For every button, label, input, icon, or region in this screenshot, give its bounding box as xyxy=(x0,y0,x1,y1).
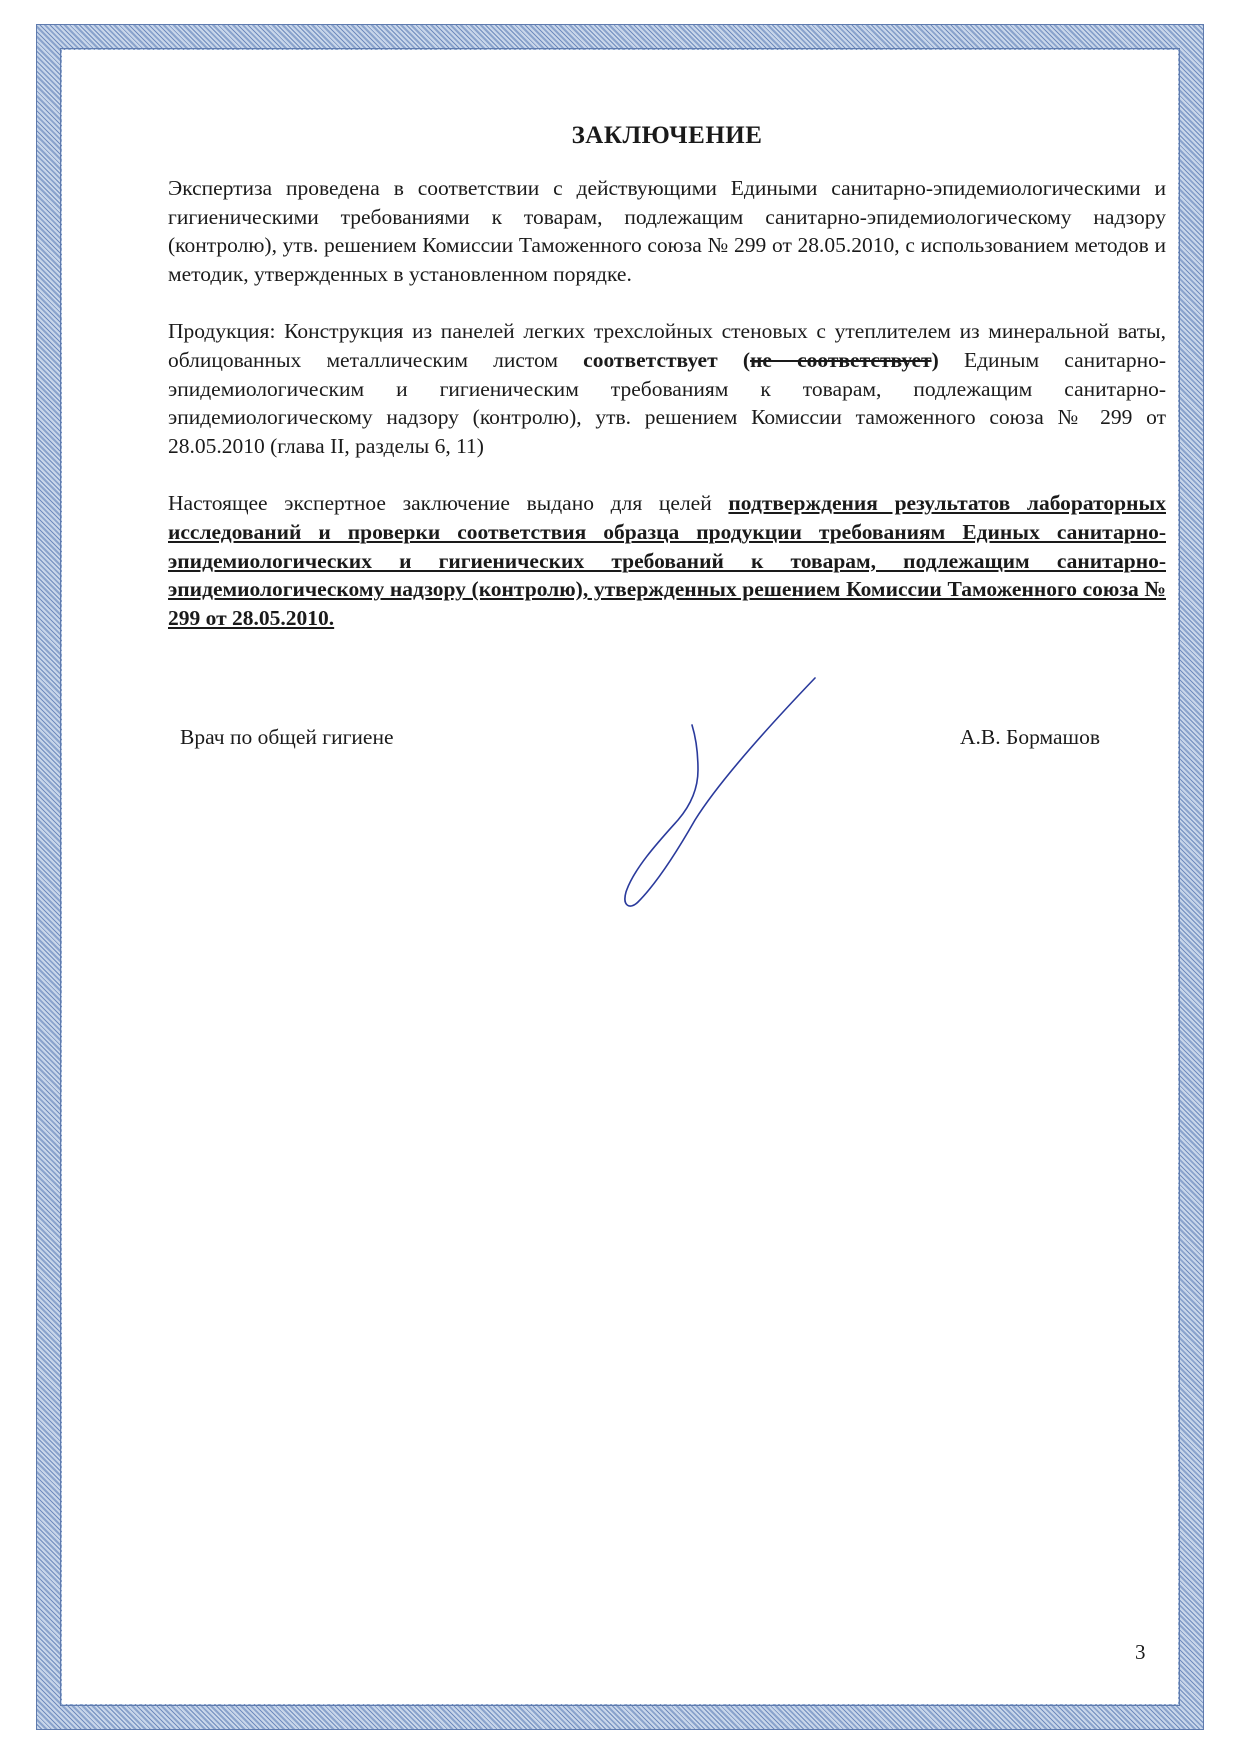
conforms-text: соответствует xyxy=(583,347,718,372)
paragraph-product xyxy=(168,317,1166,460)
close-paren: ) xyxy=(931,347,939,372)
product-description: Продукция: Конструкция из панелей легких трехслойных стеновых с утеплителем из минеральной ваты, облицованных металлическим листом xyxy=(168,319,1166,372)
signer-position: Врач по общей гигиене xyxy=(180,725,394,749)
paragraph-expertise: Экспертиза проведена в соответствии с действующими Едиными санитарно-эпидемиологическими и гигиеническими требованиями к товарам, подлежащим санитарно-эпидемиологическому надзору (контролю), утв. решением Комиссии Таможенного союза № 299 от 28.05.2010, с использованием методов и методик, утвержденных в установленном порядке. xyxy=(168,176,1166,286)
document-title: ЗАКЛЮЧЕНИЕ xyxy=(571,122,763,149)
paragraph-purpose xyxy=(168,489,1166,632)
requirements-text: Единым санитарно-эпидемиологическим и гигиеническим требованиям к товарам, подлежащим санитарно-эпидемиологическому надзору (контролю), утв. решением Комиссии таможенного союза № 299 от 28.05.2010 (глава II, разделы 6, 11) xyxy=(168,347,1166,458)
not-conforms-struck-text: не соответствует xyxy=(750,347,932,372)
document-body xyxy=(168,110,1166,661)
purpose-text: подтверждения результатов лабораторных исследований и проверки соответствия образца продукции требованиям Единых санитарно-эпидемиологических и гигиенических требований к товарам, подлежащим санитарно-эпидемиологическому надзору (контролю), утвержденных решением Комиссии Таможенного союза № 299 от 28.05.2010. xyxy=(168,491,1166,630)
purpose-lead: Настоящее экспертное заключение выдано для целей xyxy=(168,491,729,516)
page-number: 3 xyxy=(1135,1640,1146,1664)
open-paren: ( xyxy=(717,347,750,372)
handwritten-signature xyxy=(600,670,830,910)
signer-name: А.В. Бормашов xyxy=(960,725,1100,749)
